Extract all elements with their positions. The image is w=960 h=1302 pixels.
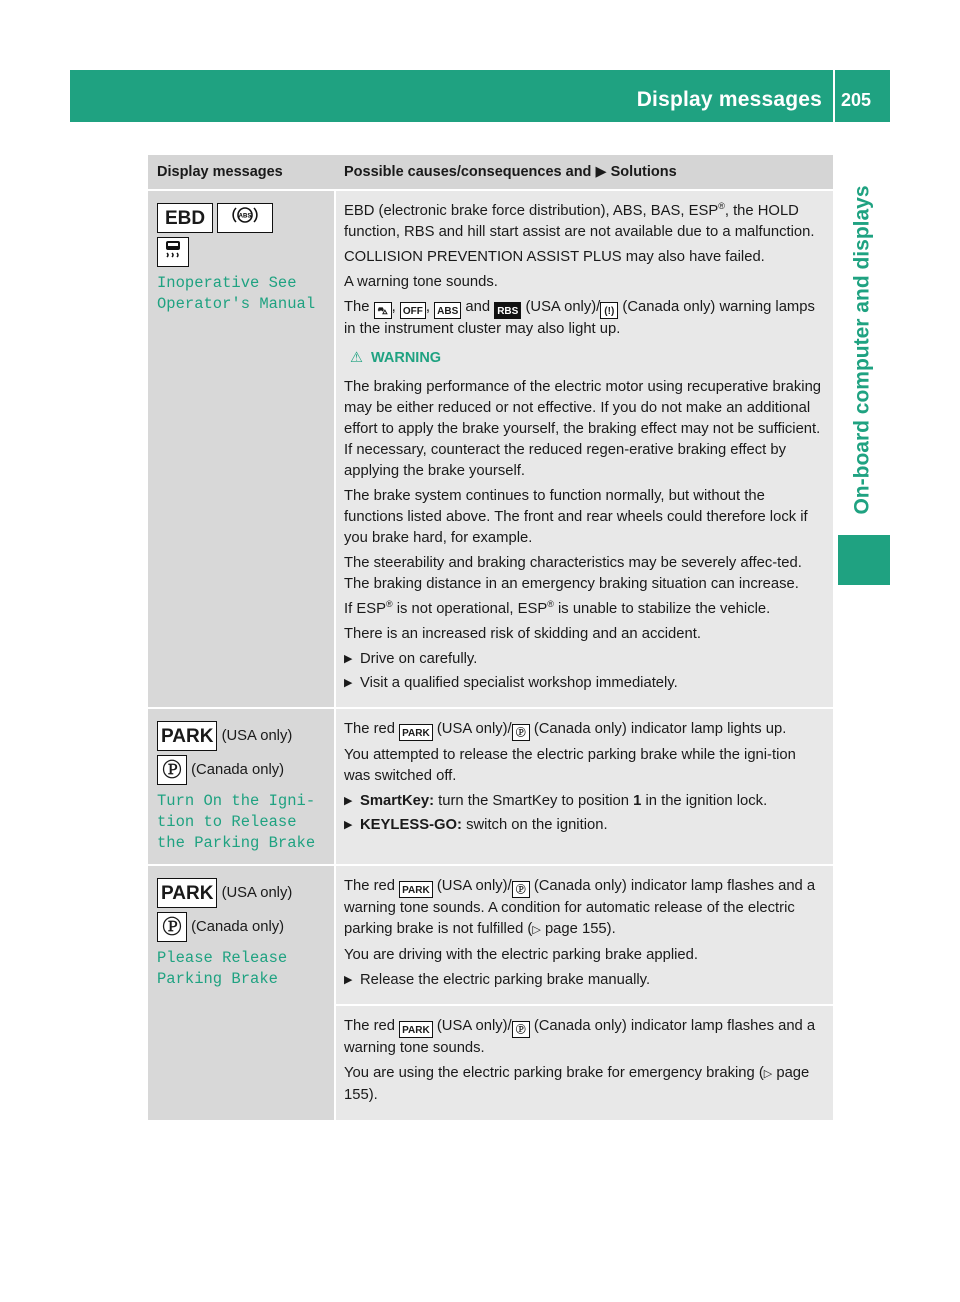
arrow-icon: ▶ <box>344 677 353 689</box>
list-item: ▶ KEYLESS-GO: switch on the ignition. <box>344 815 825 836</box>
page-reference-link[interactable]: page 155). <box>544 921 616 937</box>
abs-icon <box>217 203 273 233</box>
parking-brake-icon: Ⓟ <box>512 881 530 898</box>
parking-brake-icon: Ⓟ <box>512 1021 530 1038</box>
esp-off-icon: OFF <box>400 302 426 319</box>
solution-cell: EBD (electronic brake force distribution), ABS, BAS, ESP®, the HOLD function, RBS and hill start assist are not available due to a malfunction. COLLISION PREVENTION ASSIST PLUS may also have failed. A warning tone sounds. The ⛍ , OFF , ABS and RBS (USA only)/ (!) (Canada only) warning lamps in the instrument cluster may also light up. ⚠ WARNING The braking performance of the electric motor using recuperative braking may be either reduced or not effective. If you do not make an additional effort to apply the brake yourself, the braking effect may not be sufficient. If necessary, counteract the reduced regen-erative braking effect by applying the brake yourself. The brake system continues to function normally, but without the functions listed above. The front and rear wheels could therefore lock if you brake hard, for example. The steerability and braking characteristics may be severely affec-ted. The braking distance in an emergency braking situation can increase. If ESP® is not operational, ESP® is unable to stabilize the vehicle. There is an increased risk of skidding and an accident. ▶ Drive on carefully. ▶ Visit a qualified specialist workshop immediately. <box>335 190 833 708</box>
display-message-text: Please Release Parking Brake <box>157 949 288 988</box>
brake-warning-icon: (!) <box>600 302 618 319</box>
chapter-tab-label: On-board computer and displays <box>851 185 874 515</box>
display-messages-table <box>148 155 833 1120</box>
message-cell: PARK (USA only) Ⓟ (Canada only) Please Release Parking Brake <box>148 865 335 1120</box>
col-header-causes: Possible causes/consequences and ▶ Solutions <box>335 155 833 190</box>
message-cell: PARK (USA only) Ⓟ (Canada only) Turn On the Igni‐ tion to Release the Parking Brake <box>148 708 335 865</box>
col-header-messages: Display messages <box>148 155 335 190</box>
park-icon: PARK <box>157 878 217 908</box>
solution-cell: The red PARK (USA only)/ Ⓟ (Canada only) indicator lamp flashes and a warning tone sounds. A condition for automatic release of the electric parking brake is not fulfilled (▷ page 155). You are driving with the electric parking brake applied. ▶ Release the electric parking brake manually. <box>335 865 833 1005</box>
list-item: ▶ Visit a qualified specialist workshop immediately. <box>344 673 825 694</box>
arrow-icon: ▶ <box>344 795 353 807</box>
page-ref-icon: ▷ <box>763 1068 773 1080</box>
park-icon: PARK <box>399 881 433 898</box>
parking-brake-icon: Ⓟ <box>512 724 530 741</box>
display-message-text: Turn On the Igni‐ tion to Release the Parking Brake <box>157 792 316 852</box>
svg-text:ABS: ABS <box>238 213 252 220</box>
list-item: ▶ Drive on carefully. <box>344 649 825 670</box>
table-row <box>148 190 833 708</box>
page-header <box>70 70 890 122</box>
list-item: ▶ Release the electric parking brake manually. <box>344 970 825 991</box>
arrow-icon: ▶ <box>344 974 353 986</box>
park-icon: PARK <box>399 724 433 741</box>
warning-heading: ⚠ WARNING <box>350 350 442 366</box>
list-item: ▶ SmartKey: turn the SmartKey to position 1 in the ignition lock. <box>344 791 825 812</box>
abs-icon: ABS <box>434 302 461 319</box>
chapter-tab <box>838 170 888 530</box>
parking-brake-icon: Ⓟ <box>157 755 187 785</box>
table-row <box>148 865 833 1005</box>
message-cell <box>148 190 335 708</box>
solution-cell: The red PARK (USA only)/ Ⓟ (Canada only) indicator lamp flashes and a warning tone sounds. You are using the electric parking brake for emergency braking (▷ page 155). <box>335 1005 833 1120</box>
table-row <box>148 708 833 865</box>
parking-brake-icon: Ⓟ <box>157 912 187 942</box>
arrow-icon: ▶ <box>595 164 607 180</box>
chapter-marker <box>838 535 890 585</box>
display-message-text: Inoperative See Operator's Manual <box>157 274 316 313</box>
warning-triangle-icon: ⚠ <box>350 350 363 366</box>
header-separator <box>833 70 835 122</box>
park-icon: PARK <box>157 721 217 751</box>
skidding-car-icon <box>157 237 189 267</box>
rbs-icon: RBS <box>494 302 521 319</box>
page-ref-icon: ▷ <box>532 924 541 936</box>
page-number: 205 <box>841 90 872 110</box>
section-title: Display messages <box>636 88 822 111</box>
solution-cell: The red PARK (USA only)/ Ⓟ (Canada only) indicator lamp lights up. You attempted to release the electric parking brake while the igni-tion was switched off. ▶ SmartKey: turn the SmartKey to position 1 in the ignition lock. ▶ KEYLESS-GO: switch on the ignition. <box>335 708 833 865</box>
table-header-row <box>148 155 833 190</box>
page-reference-link[interactable]: page 155). <box>344 1065 810 1103</box>
park-icon: PARK <box>399 1021 433 1038</box>
ebd-icon: EBD <box>157 203 213 233</box>
arrow-icon: ▶ <box>344 653 353 665</box>
arrow-icon: ▶ <box>344 819 353 831</box>
skidding-car-icon: ⛍ <box>374 302 392 319</box>
